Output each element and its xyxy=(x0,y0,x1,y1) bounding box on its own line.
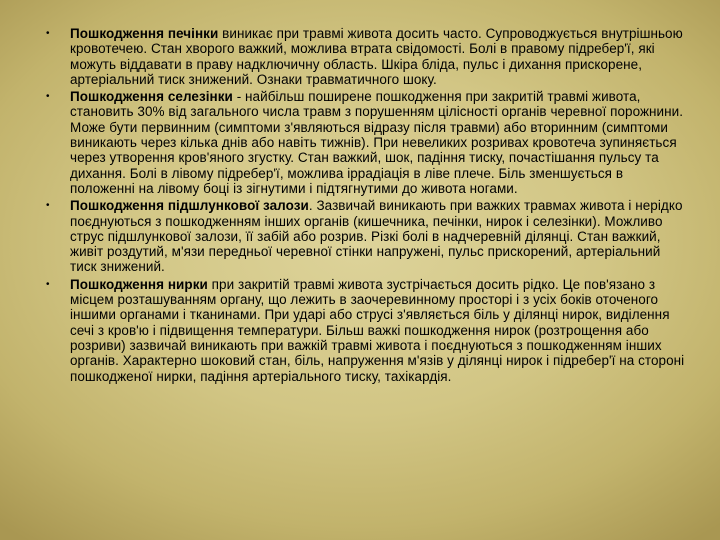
bullet-icon: • xyxy=(46,278,50,290)
term-heading: Пошкодження нирки xyxy=(70,276,208,292)
item-text: - найбільш поширене пошкодження при закритій травмі живота, становить 30% від загального числа травм з порушенням цілісності органів черевної порожнини. Може бути первинним (симптоми з'являються відразу після травми) або вторинним (симптоми виникають через кілька днів або навіть тижнів). При невеликих розривах кровотеча зупиняється через утворення кров'яного згустку. Стан важкий, шок, падіння тиску, почастішання пульсу та дихання. Болі в лівому підребер'ї, можлива іррадіація в ліве плече. Біль зменшується в положенні на лівому боці із зігнутими і підтягнутими до живота ногами. xyxy=(70,89,684,196)
bullet-item-spleen xyxy=(46,89,686,196)
bullet-item-liver xyxy=(46,26,686,87)
bullet-item-kidney xyxy=(46,277,686,384)
bullet-item-pancreas xyxy=(46,198,686,274)
bullet-icon: • xyxy=(46,91,50,103)
term-heading: Пошкодження печінки xyxy=(70,26,219,41)
term-heading: Пошкодження селезінки xyxy=(70,89,233,105)
item-text: при закритій травмі живота зустрічається досить рідко. Це пов'язано з місцем розташуванням органу, що лежить в заочеревинному просторі і з усіх боків оточеного іншими органами і тканинами. При ударі або струсі з'являється біль у ділянці нирок, виділення сечі з кров'ю і підвищення температури. Більш важкі пошкодження нирок (розтрощення або розриви) зазвичай виникають при важкій травмі живота і поєднуються з пошкодженням інших органів. Характерно шоковий стан, біль, напруження м'язів у ділянці нирок і підребер'ї на стороні пошкодженої нирки, падіння артеріального тиску, тахікардія. xyxy=(70,276,685,384)
item-text: виникає при травмі живота досить часто. Супроводжується внутрішньою кровотечею. Стан хворого важкий, можлива втрата свідомості. Болі в правому підребер'ї, які можуть віддавати в праву надключичну область. Шкіра бліда, пульс і дихання прискорене, артеріальний тиск знижений. Ознаки травматичного шоку. xyxy=(70,26,683,87)
bullet-icon: • xyxy=(46,28,50,39)
item-text: . Зазвичай виникають при важких травмах живота і нерідко поєднуються з пошкодженням інших органів (кишечника, печінки, нирок і селезінки). Можливо струс підшлункової залози, її забій або розрив. Різкі болі в надчеревній ділянці. Стан важкий, живіт роздутий, м'язи передньої черевної стінки напружені, пульс прискорений, артеріальний тиск знижений. xyxy=(70,198,683,275)
bullet-list xyxy=(46,26,686,386)
bullet-icon: • xyxy=(46,200,50,212)
term-heading: Пошкодження підшлункової залози xyxy=(70,198,309,214)
